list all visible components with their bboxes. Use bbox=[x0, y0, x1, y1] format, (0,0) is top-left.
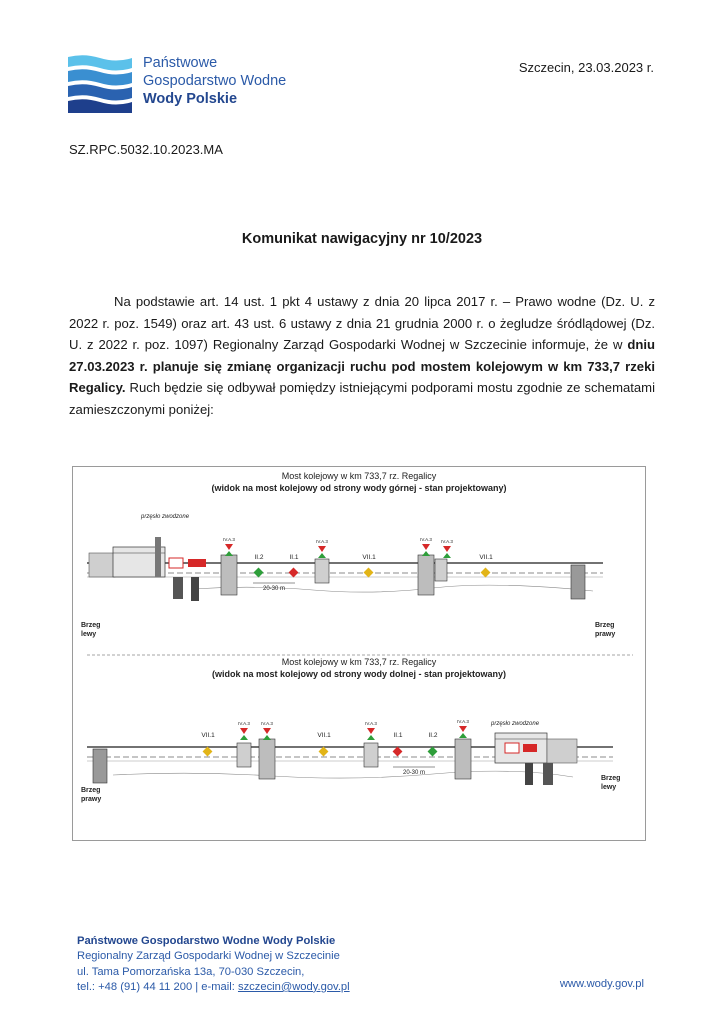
logo-line-1: Państwowe bbox=[143, 55, 218, 71]
bottom-small-label-4: IV.A.3 bbox=[457, 719, 469, 724]
bottom-small-label-3: IV.A.3 bbox=[365, 721, 377, 726]
red-sign-icon bbox=[289, 568, 299, 578]
body-text-part-2: Ruch będzie się odbywał pomiędzy istniejącymi podporami mostu zgodnie ze schematami zamieszczonymi poniżej: bbox=[69, 380, 655, 417]
top-title-line-2: (widok na most kolejowy od strony wody górnej - stan projektowany) bbox=[211, 483, 507, 493]
red-triangle-icon bbox=[443, 546, 451, 552]
bottom-view bbox=[81, 657, 620, 803]
yellow-sign-icon bbox=[319, 747, 329, 757]
bottom-span-label: przęsło zwodzone bbox=[491, 721, 540, 727]
top-bank-right-1: Brzeg bbox=[595, 622, 615, 629]
reference-number: SZ.RPC.5032.10.2023.MA bbox=[69, 142, 223, 157]
bridge-diagram-svg bbox=[73, 467, 647, 842]
top-small-label-4: IV.A.3 bbox=[441, 539, 453, 544]
bottom-bank-left-1: Brzeg bbox=[81, 787, 101, 794]
green-triangle-icon bbox=[459, 733, 467, 738]
footer-phone: tel.: +48 (91) 44 11 200 | e-mail: bbox=[77, 980, 238, 993]
top-sign-label-4: VII.1 bbox=[479, 554, 493, 561]
bottom-bank-right-1: Brzeg bbox=[601, 775, 621, 782]
top-small-label-3: IV.A.3 bbox=[420, 537, 432, 542]
document-date: Szczecin, 23.03.2023 r. bbox=[518, 60, 654, 75]
bottom-title-line-1: Most kolejowy w km 733,7 rz. Regalicy bbox=[281, 657, 437, 667]
bottom-bank-left-2: prawy bbox=[81, 796, 102, 803]
top-bank-left-2: lewy bbox=[81, 631, 97, 638]
red-triangle-icon bbox=[263, 728, 271, 734]
yellow-sign-icon bbox=[364, 568, 374, 578]
green-sign-icon bbox=[428, 747, 438, 757]
yellow-sign-icon bbox=[203, 747, 213, 757]
logo-line-3: Wody Polskie bbox=[143, 91, 238, 107]
top-distance: 20-30 m bbox=[262, 586, 286, 592]
green-triangle-icon bbox=[367, 735, 375, 740]
top-view bbox=[81, 471, 615, 638]
green-triangle-icon bbox=[318, 553, 326, 558]
footer-line-4 bbox=[77, 980, 350, 995]
body-paragraph bbox=[69, 291, 655, 421]
green-triangle-icon bbox=[422, 551, 430, 556]
red-triangle-icon bbox=[225, 544, 233, 550]
green-triangle-icon bbox=[225, 551, 233, 556]
top-title-line-1: Most kolejowy w km 733,7 rz. Regalicy bbox=[281, 471, 437, 481]
wody-polskie-logo bbox=[68, 55, 132, 113]
red-triangle-icon bbox=[318, 546, 326, 552]
top-small-label-2: IV.A.3 bbox=[316, 539, 328, 544]
logo-text bbox=[143, 54, 286, 108]
red-triangle-icon bbox=[367, 728, 375, 734]
footer-line-2: Regionalny Zarząd Gospodarki Wodnej w Szczecinie bbox=[77, 950, 340, 963]
green-triangle-icon bbox=[263, 735, 271, 740]
footer-address bbox=[77, 934, 350, 995]
footer-line-1: Państwowe Gospodarstwo Wodne Wody Polskie bbox=[77, 935, 336, 947]
red-triangle-icon bbox=[459, 726, 467, 732]
top-bank-right-2: prawy bbox=[595, 631, 616, 638]
green-sign-icon bbox=[254, 568, 264, 578]
bottom-bank-right-2: lewy bbox=[601, 784, 617, 791]
bridge-diagram bbox=[72, 466, 646, 841]
bottom-small-label-2: IV.A.3 bbox=[261, 721, 273, 726]
bottom-sign-label-4: II.2 bbox=[428, 732, 438, 739]
green-triangle-icon bbox=[443, 553, 451, 558]
bottom-sign-label-1: VII.1 bbox=[201, 732, 215, 739]
top-sign-label-2: II.1 bbox=[289, 554, 299, 561]
green-triangle-icon bbox=[240, 735, 248, 740]
body-text-part-1: Na podstawie art. 14 ust. 1 pkt 4 ustawy z dnia 20 lipca 2017 r. – Prawo wodne (Dz. U. z 2022 r. poz. 1549) oraz art. 43 ust. 6 ustawy z dnia 21 grudnia 2000 r. o żegludze śródlądowej (Dz. U. z 2022 r. poz. 1097) Regionalny Zarząd Gospodarki Wodnej w Szczecinie informuje, że w bbox=[69, 294, 655, 353]
footer-email-link[interactable]: szczecin@wody.gov.pl bbox=[237, 980, 350, 993]
top-span-label: przęsło zwodzone bbox=[141, 514, 190, 520]
red-sign-icon bbox=[393, 747, 403, 757]
red-triangle-icon bbox=[240, 728, 248, 734]
bottom-sign-label-3: II.1 bbox=[393, 732, 403, 739]
document-title: Komunikat nawigacyjny nr 10/2023 bbox=[241, 231, 483, 247]
bottom-sign-label-2: VII.1 bbox=[317, 732, 331, 739]
top-sign-label-1: II.2 bbox=[254, 554, 264, 561]
website-link[interactable]: www.wody.gov.pl bbox=[559, 978, 644, 990]
bottom-distance: 20-30 m bbox=[402, 770, 426, 776]
red-triangle-icon bbox=[422, 544, 430, 550]
top-bank-left-1: Brzeg bbox=[81, 622, 101, 629]
body-text-bold: dniu 27.03.2023 r. planuje się zmianę organizacji ruchu pod mostem kolejowym w km 733,7 rzeki Regalicy. bbox=[69, 337, 655, 396]
top-sign-label-3: VII.1 bbox=[362, 554, 376, 561]
logo-line-2: Gospodarstwo Wodne bbox=[143, 73, 287, 89]
bottom-small-label-1: IV.A.3 bbox=[238, 721, 250, 726]
top-small-label-1: IV.A.3 bbox=[223, 537, 235, 542]
bottom-title-line-2: (widok na most kolejowy od strony wody dolnej - stan projektowany) bbox=[211, 669, 507, 679]
yellow-sign-icon bbox=[481, 568, 491, 578]
footer-line-3: ul. Tama Pomorzańska 13a, 70-030 Szczecin, bbox=[77, 965, 305, 978]
